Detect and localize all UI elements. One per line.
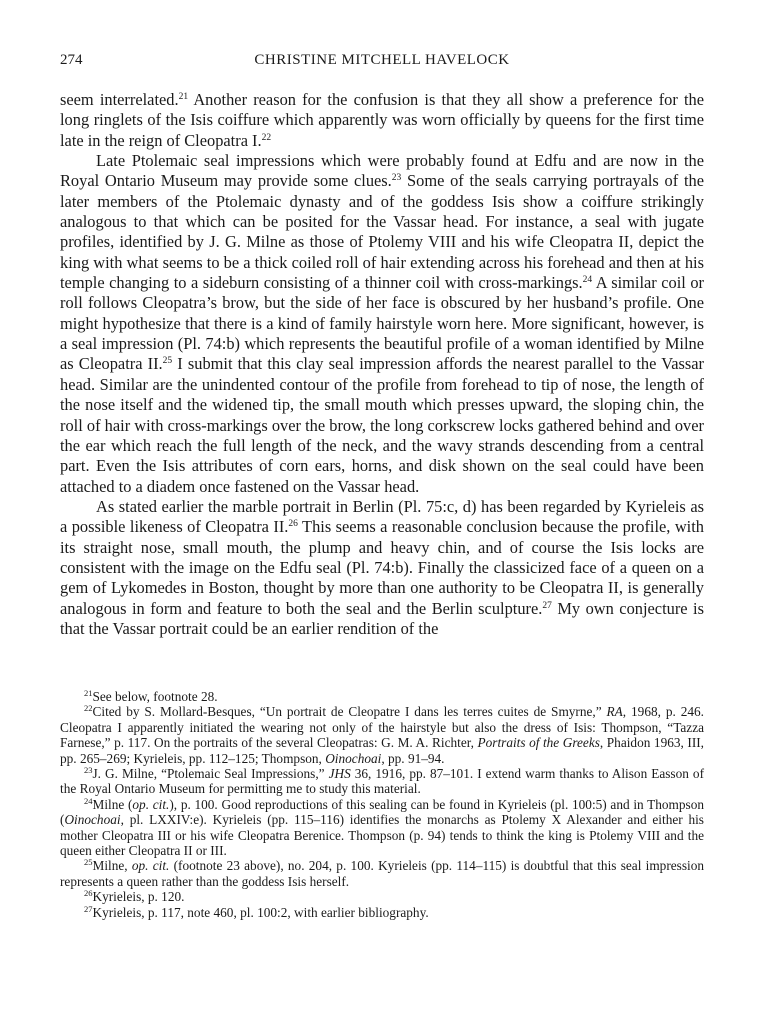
running-head: CHRISTINE MITCHELL HAVELOCK [254, 52, 510, 68]
footnote-ref-21: 21 [178, 92, 189, 102]
paragraph-3: As stated earlier the marble portrait in Berlin (Pl. 75:c, d) has been regarded by Kyrieleis as a possible likeness of Cleopatra II.$^{26}$ This seems a reasonable conclusion because the profile, with its straight nose, small mouth, the plump and heavy chin, and of course the Isis locks are consistent with the image on the Edfu seal (Pl. 74:b). Finally the classicized face of a queen on a gem of Lykomedes in Boston, thought by more than one authority to be Cleopatra II, is generally analogous in form and feature to both the seal and the Berlin sculpture.$^{27}$ My own conjecture is that the Vassar portrait could be an earlier rendition of the [60, 496, 704, 638]
footnote-ref-24: 24 [582, 275, 593, 286]
footnote-ref-22: 22 [261, 132, 272, 143]
running-header [60, 52, 704, 76]
footnote-22: $^{22}$Cited by S. Mollard-Besques, “Un portrait de Cleopatre I dans les terres cuites de Smyrne,” RA, 1968, p. 246. Cleopatra I apparently initiated the wearing not only of the hairstyle but also the dress of Isis: Thompson, “Tazza Farnese,” p. 117. On the portraits of the several Cleopatras: G. M. A. Richter, Portraits of the Greeks, Phaidon 1963, III, pp. 265–269; Kyrieleis, pp. 112–125; Thompson, Oinochoai, pp. 91–94. [60, 703, 704, 766]
footnotes [60, 689, 704, 920]
footnote-23: $^{23}$J. G. Milne, “Ptolemaic Seal Impressions,” JHS 36, 1916, pp. 87–101. I extend warm thanks to Alison Easson of the Royal Ontario Museum for permitting me to study this material. [60, 765, 704, 797]
footnote-ref-25: 25 [162, 356, 173, 367]
paragraph-1: seem interrelated.$^{21}$ Another reason for the confusion is that they all show a preference for the long ringlets of the Isis coiffure which apparently was worn officially by queens for the first time late in the reign of Cleopatra I.$^{22}$ [60, 90, 704, 150]
footnote-ref-26: 26 [288, 519, 298, 530]
footnote-27: $^{27}$Kyrieleis, p. 117, note 460, pl. 100:2, with earlier bibliography. [84, 903, 429, 920]
footnote-24: $^{24}$Milne (op. cit.), p. 100. Good reproductions of this sealing can be found in Kyrieleis (pl. 100:5) and in Thompson (Oinochoai, pl. LXXIV:e). Kyrieleis (pp. 115–116) identifies the monarchs as Ptolemy X Alexander and either his mother Cleopatra III or his wife Cleopatra Berenice. Thompson (p. 94) tends to think the king is Ptolemy VIII and the queen either Cleopatra II or III. [60, 795, 705, 859]
footnote-25: $^{25}$Milne, op. cit. (footnote 23 above), no. 204, p. 100. Kyrieleis (pp. 114–115) is doubtful that this seal impression represents a queen rather than the goddess Isis herself. [60, 857, 704, 889]
footnote-26: $^{26}$Kyrieleis, p. 120. [84, 888, 185, 905]
footnote-21: $^{21}$See below, footnote 28. [84, 688, 218, 704]
paragraph-2: Late Ptolemaic seal impressions which were probably found at Edfu and are now in the Royal Ontario Museum may provide some clues.$^{23}$ Some of the seals carrying portrayals of the later members of the Ptolemaic dynasty and of the goddess Isis show a coiffure strikingly analogous to that which can be posited for the Vassar head. For instance, a seal with jugate profiles, identified by J. G. Milne as those of Ptolemy VIII and his wife Cleopatra II, depict the king with what seems to be a thick coiled roll of hair extending across his forehead and then at his temple changing to a sideburn consisting of a thinner coil with cross-markings.$^{24}$ A similar coil or roll follows Cleopatra’s brow, but the side of her face is obscured by her husband’s profile. One might hypothesize that there is a kind of family hairstyle worn here. More significant, however, is a seal impression (Pl. 74:b) which represents the beautiful profile of a woman identified by Milne as Cleopatra II.$^{25}$ I submit that this clay seal impression affords the nearest parallel to the Vassar head. Similar are the unindented contour of the profile from forehead to tip of nose, the length of the nose itself and the widened tip, the small mouth which presses upward, the sloping chin, the roll of hair with cross-markings over the brow, the long corkscrew locks gathered behind and over the ear which reach the full length of the neck, and the wavy strands descending from a central part. Even the Isis attributes of corn ears, horns, and disk shown on the seal could have been attached to a diadem once fastened on the Vassar head. [60, 151, 705, 496]
footnote-ref-23: 23 [391, 173, 402, 184]
main-text [60, 90, 704, 639]
footnote-ref-27: 27 [542, 600, 552, 611]
page-number: 274 [60, 52, 83, 68]
